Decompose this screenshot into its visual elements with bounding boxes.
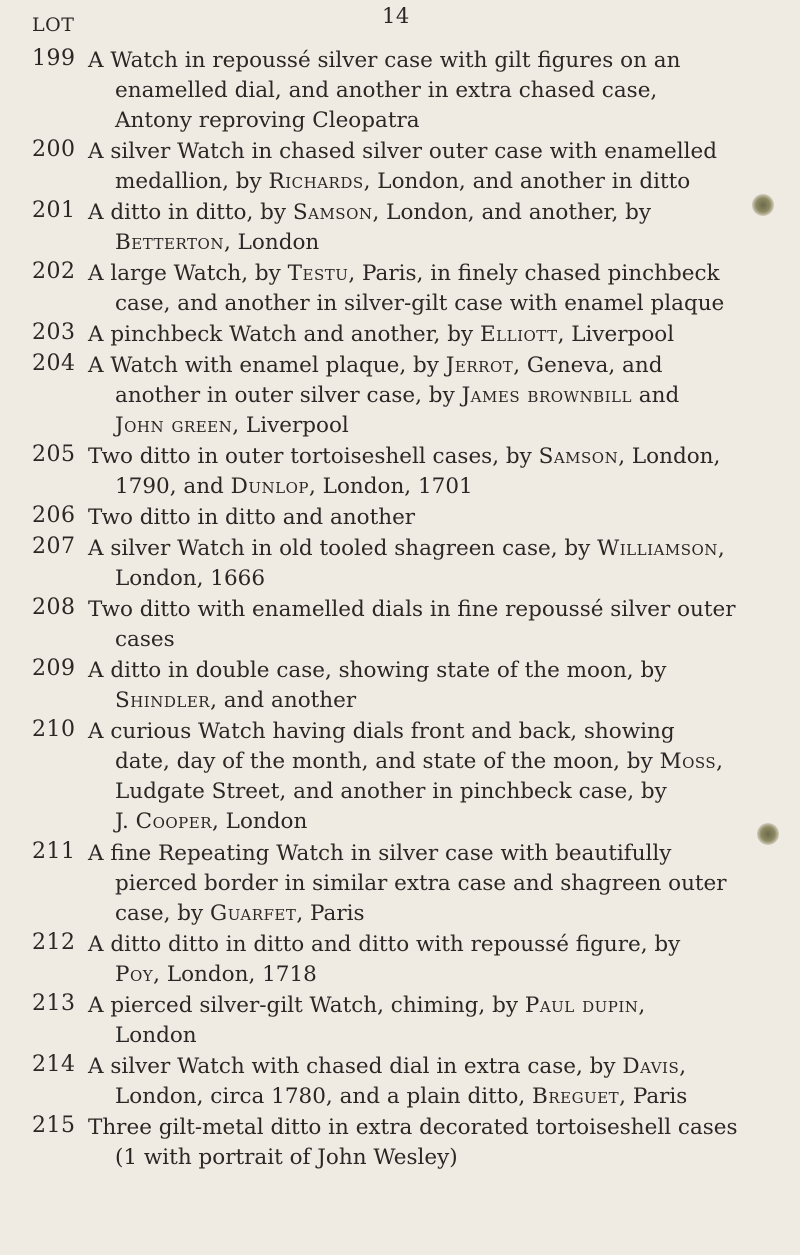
lot-description-line: enamelled dial, and another in extra chased case,: [115, 78, 658, 103]
lot-description-line: A ditto in ditto, by Samson, London, and another, by: [88, 200, 652, 225]
lot-description-line: A silver Watch in old tooled shagreen case, by Williamson,: [88, 536, 725, 561]
lot-description: [88, 46, 787, 136]
lot-description-line: date, day of the month, and state of the moon, by Moss,: [115, 749, 724, 774]
lot-description-line: Two ditto with enamelled dials in fine repoussé silver outer: [88, 597, 736, 622]
lot-description: [88, 656, 787, 716]
lot-description: [88, 534, 787, 594]
lot-number: 212: [32, 930, 76, 955]
lot-number: 200: [32, 137, 76, 162]
lot-description: [88, 137, 787, 197]
lot-number: 201: [32, 198, 76, 223]
lot-description: [88, 259, 787, 319]
lot-description-line: Poy, London, 1718: [115, 962, 317, 987]
lot-description-line: A Watch in repoussé silver case with gilt figures on an: [88, 48, 681, 73]
lot-description-line: A ditto ditto in ditto and ditto with repoussé figure, by: [88, 932, 681, 957]
lot-column-heading: LOT: [32, 14, 75, 36]
lot-description-line: A fine Repeating Watch in silver case with beautifully: [88, 841, 672, 866]
lot-number: 215: [32, 1113, 76, 1138]
lot-description-line: A large Watch, by Testu, Paris, in finely chased pinchbeck: [88, 261, 720, 286]
paper-stain: [757, 823, 779, 845]
lot-description: [88, 1113, 787, 1173]
lot-number: 205: [32, 442, 76, 467]
lot-description-line: Shindler, and another: [115, 688, 357, 713]
lot-description: [88, 351, 787, 441]
lot-description: [88, 320, 787, 350]
lot-description-line: medallion, by Richards, London, and another in ditto: [115, 169, 691, 194]
paper-stain: [752, 194, 774, 216]
lot-description-line: A ditto in double case, showing state of the moon, by: [88, 658, 667, 683]
lot-number: 209: [32, 656, 76, 681]
lot-description: [88, 717, 787, 837]
lot-description-line: A curious Watch having dials front and back, showing: [88, 719, 675, 744]
lot-description-line: A pierced silver-gilt Watch, chiming, by Paul dupin,: [88, 993, 646, 1018]
lot-description-line: A silver Watch with chased dial in extra case, by Davis,: [88, 1054, 687, 1079]
lot-description-line: A Watch with enamel plaque, by Jerrot, Geneva, and: [88, 353, 663, 378]
lot-description: [88, 1052, 787, 1112]
lot-description-line: Betterton, London: [115, 230, 320, 255]
lot-description-line: J. Cooper, London: [115, 809, 308, 834]
lot-description-line: London, 1666: [115, 566, 266, 591]
lot-number: 210: [32, 717, 76, 742]
lot-description-line: Antony reproving Cleopatra: [115, 108, 420, 133]
lot-description-line: A pinchbeck Watch and another, by Elliott, Liverpool: [88, 322, 675, 347]
lot-number: 211: [32, 839, 76, 864]
page-number: 14: [382, 4, 410, 28]
lot-number: 208: [32, 595, 76, 620]
lot-description-line: (1 with portrait of John Wesley): [115, 1145, 458, 1170]
lot-number: 207: [32, 534, 76, 559]
lot-description: [88, 595, 787, 655]
lot-description-line: 1790, and Dunlop, London, 1701: [115, 474, 473, 499]
lot-description: [88, 503, 787, 533]
lot-description-line: cases: [115, 627, 175, 652]
lot-description-line: another in outer silver case, by James brownbill and: [115, 383, 680, 408]
lot-description-line: pierced border in similar extra case and shagreen outer: [115, 871, 727, 896]
lot-number: 202: [32, 259, 76, 284]
lot-description-line: London, circa 1780, and a plain ditto, Breguet, Paris: [115, 1084, 688, 1109]
lot-number: 199: [32, 46, 76, 71]
lot-number: 204: [32, 351, 76, 376]
lot-number: 214: [32, 1052, 76, 1077]
lot-description-line: case, and another in silver-gilt case with enamel plaque: [115, 291, 725, 316]
lot-description-line: case, by Guarfet, Paris: [115, 901, 365, 926]
lot-number: 206: [32, 503, 76, 528]
lot-description-line: Three gilt-metal ditto in extra decorated tortoiseshell cases: [88, 1115, 738, 1140]
lot-description: [88, 839, 787, 929]
lot-description-line: Two ditto in outer tortoiseshell cases, by Samson, London,: [88, 444, 721, 469]
lot-description: [88, 198, 787, 258]
lot-description: [88, 442, 787, 502]
lot-number: 213: [32, 991, 76, 1016]
lot-number: 203: [32, 320, 76, 345]
lot-description: [88, 991, 787, 1051]
lot-description-line: London: [115, 1023, 197, 1048]
lot-description-line: Two ditto in ditto and another: [88, 505, 416, 530]
lot-description-line: John green, Liverpool: [115, 413, 349, 438]
lot-description-line: Ludgate Street, and another in pinchbeck case, by: [115, 779, 667, 804]
lot-description: [88, 930, 787, 990]
lot-description-line: A silver Watch in chased silver outer case with enamelled: [88, 139, 717, 164]
